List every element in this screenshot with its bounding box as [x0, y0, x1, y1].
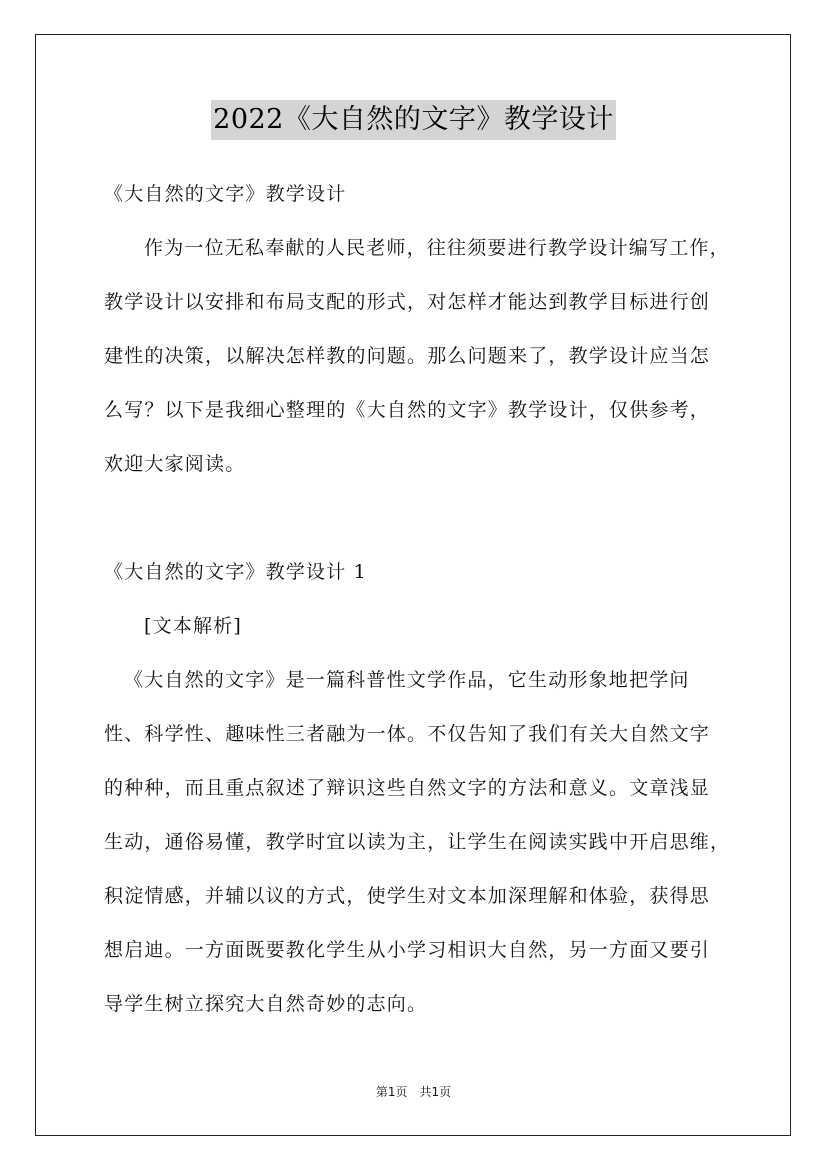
section-subheading: [文本解析] — [144, 615, 243, 637]
section-paragraph-line: 导学生树立探究大自然奇妙的志向。 — [104, 993, 428, 1015]
intro-paragraph-line: 作为一位无私奉献的人民老师，往往须要进行教学设计编写工作， — [144, 237, 730, 259]
section-paragraph-line: 想启迪。一方面既要教化学生从小学习相识大自然，另一方面又要引 — [104, 939, 711, 961]
section-paragraph-line: 生动，通俗易懂，教学时宜以读为主，让学生在阅读实践中开启思维， — [104, 831, 731, 853]
intro-paragraph-line: 教学设计以安排和布局支配的形式，对怎样才能达到教学目标进行创 — [104, 291, 711, 313]
section-paragraph-line: 积淀情感，并辅以议的方式，使学生对文本加深理解和体验，获得思 — [104, 885, 711, 907]
section-paragraph-line: 性、科学性、趣味性三者融为一体。不仅告知了我们有关大自然文字 — [104, 723, 711, 745]
document-title: 2022《大自然的文字》教学设计 — [211, 100, 616, 140]
intro-paragraph-line: 建性的决策，以解决怎样教的问题。那么问题来了，教学设计应当怎 — [104, 345, 711, 367]
title-container — [0, 100, 827, 140]
section-paragraph-line: 的种种，而且重点叙述了辩识这些自然文字的方法和意义。文章浅显 — [104, 777, 711, 799]
intro-paragraph-line: 欢迎大家阅读。 — [104, 453, 246, 475]
section-heading: 《大自然的文字》教学设计 1 — [104, 561, 367, 583]
page-footer: 第1页 共1页 — [375, 1085, 452, 1099]
intro-heading: 《大自然的文字》教学设计 — [104, 183, 347, 205]
intro-paragraph-line: 么写？以下是我细心整理的《大自然的文字》教学设计，仅供参考， — [104, 399, 711, 421]
section-paragraph-line: 《大自然的文字》是一篇科普性文学作品，它生动形象地把学问 — [124, 669, 690, 691]
